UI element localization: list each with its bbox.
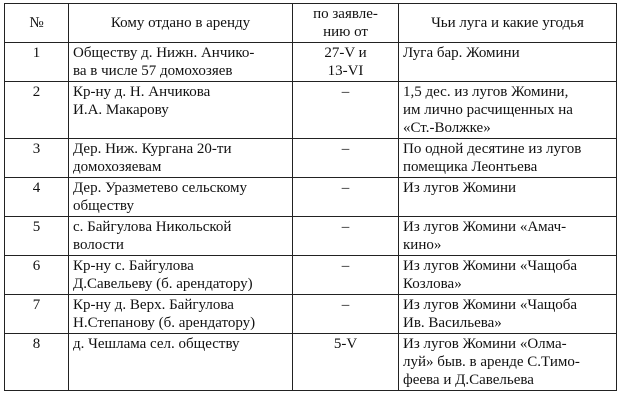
lessee-cell <box>69 82 293 139</box>
lease-table <box>4 3 617 391</box>
row-number: 8 <box>5 334 69 391</box>
meadows-cell <box>399 178 617 217</box>
application-date-cell-line: – <box>341 141 350 157</box>
header-date-line: по заявле- <box>313 6 378 22</box>
meadows-cell-line: Из лугов Жомини «Чащоба <box>403 297 578 313</box>
lessee-cell-line: Кр-ну с. Байгулова <box>73 258 194 274</box>
table-row <box>5 82 617 139</box>
row-number: 4 <box>5 178 69 217</box>
application-date-cell-line: 5-V <box>333 336 358 352</box>
application-date-cell-line: 27-V и <box>324 45 367 61</box>
application-date-cell-line: – <box>341 297 350 313</box>
application-date-cell-line: – <box>341 84 350 100</box>
meadows-cell-line: кино» <box>403 237 442 253</box>
table-row <box>5 139 617 178</box>
meadows-cell-line: феева и Д.Савельева <box>403 372 534 388</box>
table-row <box>5 256 617 295</box>
application-date-cell <box>293 295 399 334</box>
row-number: 3 <box>5 139 69 178</box>
meadows-cell-line: Из лугов Жомини «Олма- <box>403 336 567 352</box>
lessee-cell-line: Дер. Уразметево сельскому <box>73 180 248 196</box>
application-date-cell-line: – <box>341 219 350 235</box>
meadows-cell-line: Козлова» <box>403 276 462 292</box>
lessee-cell <box>69 217 293 256</box>
meadows-cell <box>399 334 617 391</box>
meadows-cell <box>399 82 617 139</box>
application-date-cell <box>293 217 399 256</box>
lessee-cell <box>69 139 293 178</box>
table-row <box>5 334 617 391</box>
meadows-cell-line: Ив. Васильева» <box>403 315 502 331</box>
meadows-cell-line: Из лугов Жомини «Чащоба <box>403 258 578 274</box>
header-date-line: нию от <box>323 24 368 40</box>
application-date-cell <box>293 334 399 391</box>
header-meadows: Чьи луга и какие угодья <box>399 4 617 43</box>
meadows-cell <box>399 256 617 295</box>
meadows-cell <box>399 43 617 82</box>
meadows-cell-line: «Ст.-Волжке» <box>403 120 491 136</box>
row-number: 2 <box>5 82 69 139</box>
header-row <box>5 4 617 43</box>
meadows-cell <box>399 295 617 334</box>
meadows-cell-line: им лично расчищенных на <box>403 102 573 118</box>
application-date-cell <box>293 43 399 82</box>
lessee-cell <box>69 256 293 295</box>
application-date-cell <box>293 178 399 217</box>
lessee-cell-line: Кр-ну д. Н. Анчикова <box>73 84 211 100</box>
lessee-cell-line: д. Чешлама сел. обществу <box>73 336 240 352</box>
lessee-cell-line: Н.Степанову (б. арендатору) <box>73 315 256 331</box>
row-number: 5 <box>5 217 69 256</box>
application-date-cell-line: – <box>341 180 350 196</box>
lessee-cell-line: волости <box>73 237 124 253</box>
lessee-cell <box>69 334 293 391</box>
lessee-cell-line: обществу <box>73 198 134 214</box>
meadows-cell-line: Из лугов Жомини «Амач- <box>403 219 567 235</box>
meadows-cell-line: По одной десятине из лугов <box>403 141 582 157</box>
table-row <box>5 217 617 256</box>
row-number: 1 <box>5 43 69 82</box>
lessee-cell-line: Дер. Ниж. Кургана 20-ти <box>73 141 232 157</box>
application-date-cell <box>293 139 399 178</box>
lessee-cell-line: домохозяевам <box>73 159 162 175</box>
table-row <box>5 43 617 82</box>
lessee-cell <box>69 43 293 82</box>
meadows-cell <box>399 139 617 178</box>
lessee-cell-line: ва в числе 57 домохозяев <box>73 63 233 79</box>
meadows-cell-line: луй» быв. в аренде С.Тимо- <box>403 354 580 370</box>
application-date-cell <box>293 256 399 295</box>
lessee-cell-line: с. Байгулова Никольской <box>73 219 232 235</box>
row-number: 6 <box>5 256 69 295</box>
lessee-cell-line: Д.Савельеву (б. арендатору) <box>73 276 253 292</box>
meadows-cell <box>399 217 617 256</box>
meadows-cell-line: Из лугов Жомини <box>403 180 517 196</box>
application-date-cell-line: – <box>341 258 350 274</box>
table-row <box>5 178 617 217</box>
meadows-cell-line: 1,5 дес. из лугов Жомини, <box>403 84 569 100</box>
row-number: 7 <box>5 295 69 334</box>
table-row <box>5 295 617 334</box>
meadows-cell-line: помещика Леонтьева <box>403 159 538 175</box>
lessee-cell-line: И.А. Макарову <box>73 102 169 118</box>
header-date <box>293 4 399 43</box>
meadows-cell-line: Луга бар. Жомини <box>403 45 520 61</box>
application-date-cell <box>293 82 399 139</box>
lessee-cell-line: Обществу д. Нижн. Анчико- <box>73 45 255 61</box>
lessee-cell-line: Кр-ну д. Верх. Байгулова <box>73 297 234 313</box>
header-to-whom: Кому отдано в аренду <box>69 4 293 43</box>
application-date-cell-line: 13-VI <box>327 63 364 79</box>
header-num: № <box>5 4 69 43</box>
lessee-cell <box>69 178 293 217</box>
lessee-cell <box>69 295 293 334</box>
